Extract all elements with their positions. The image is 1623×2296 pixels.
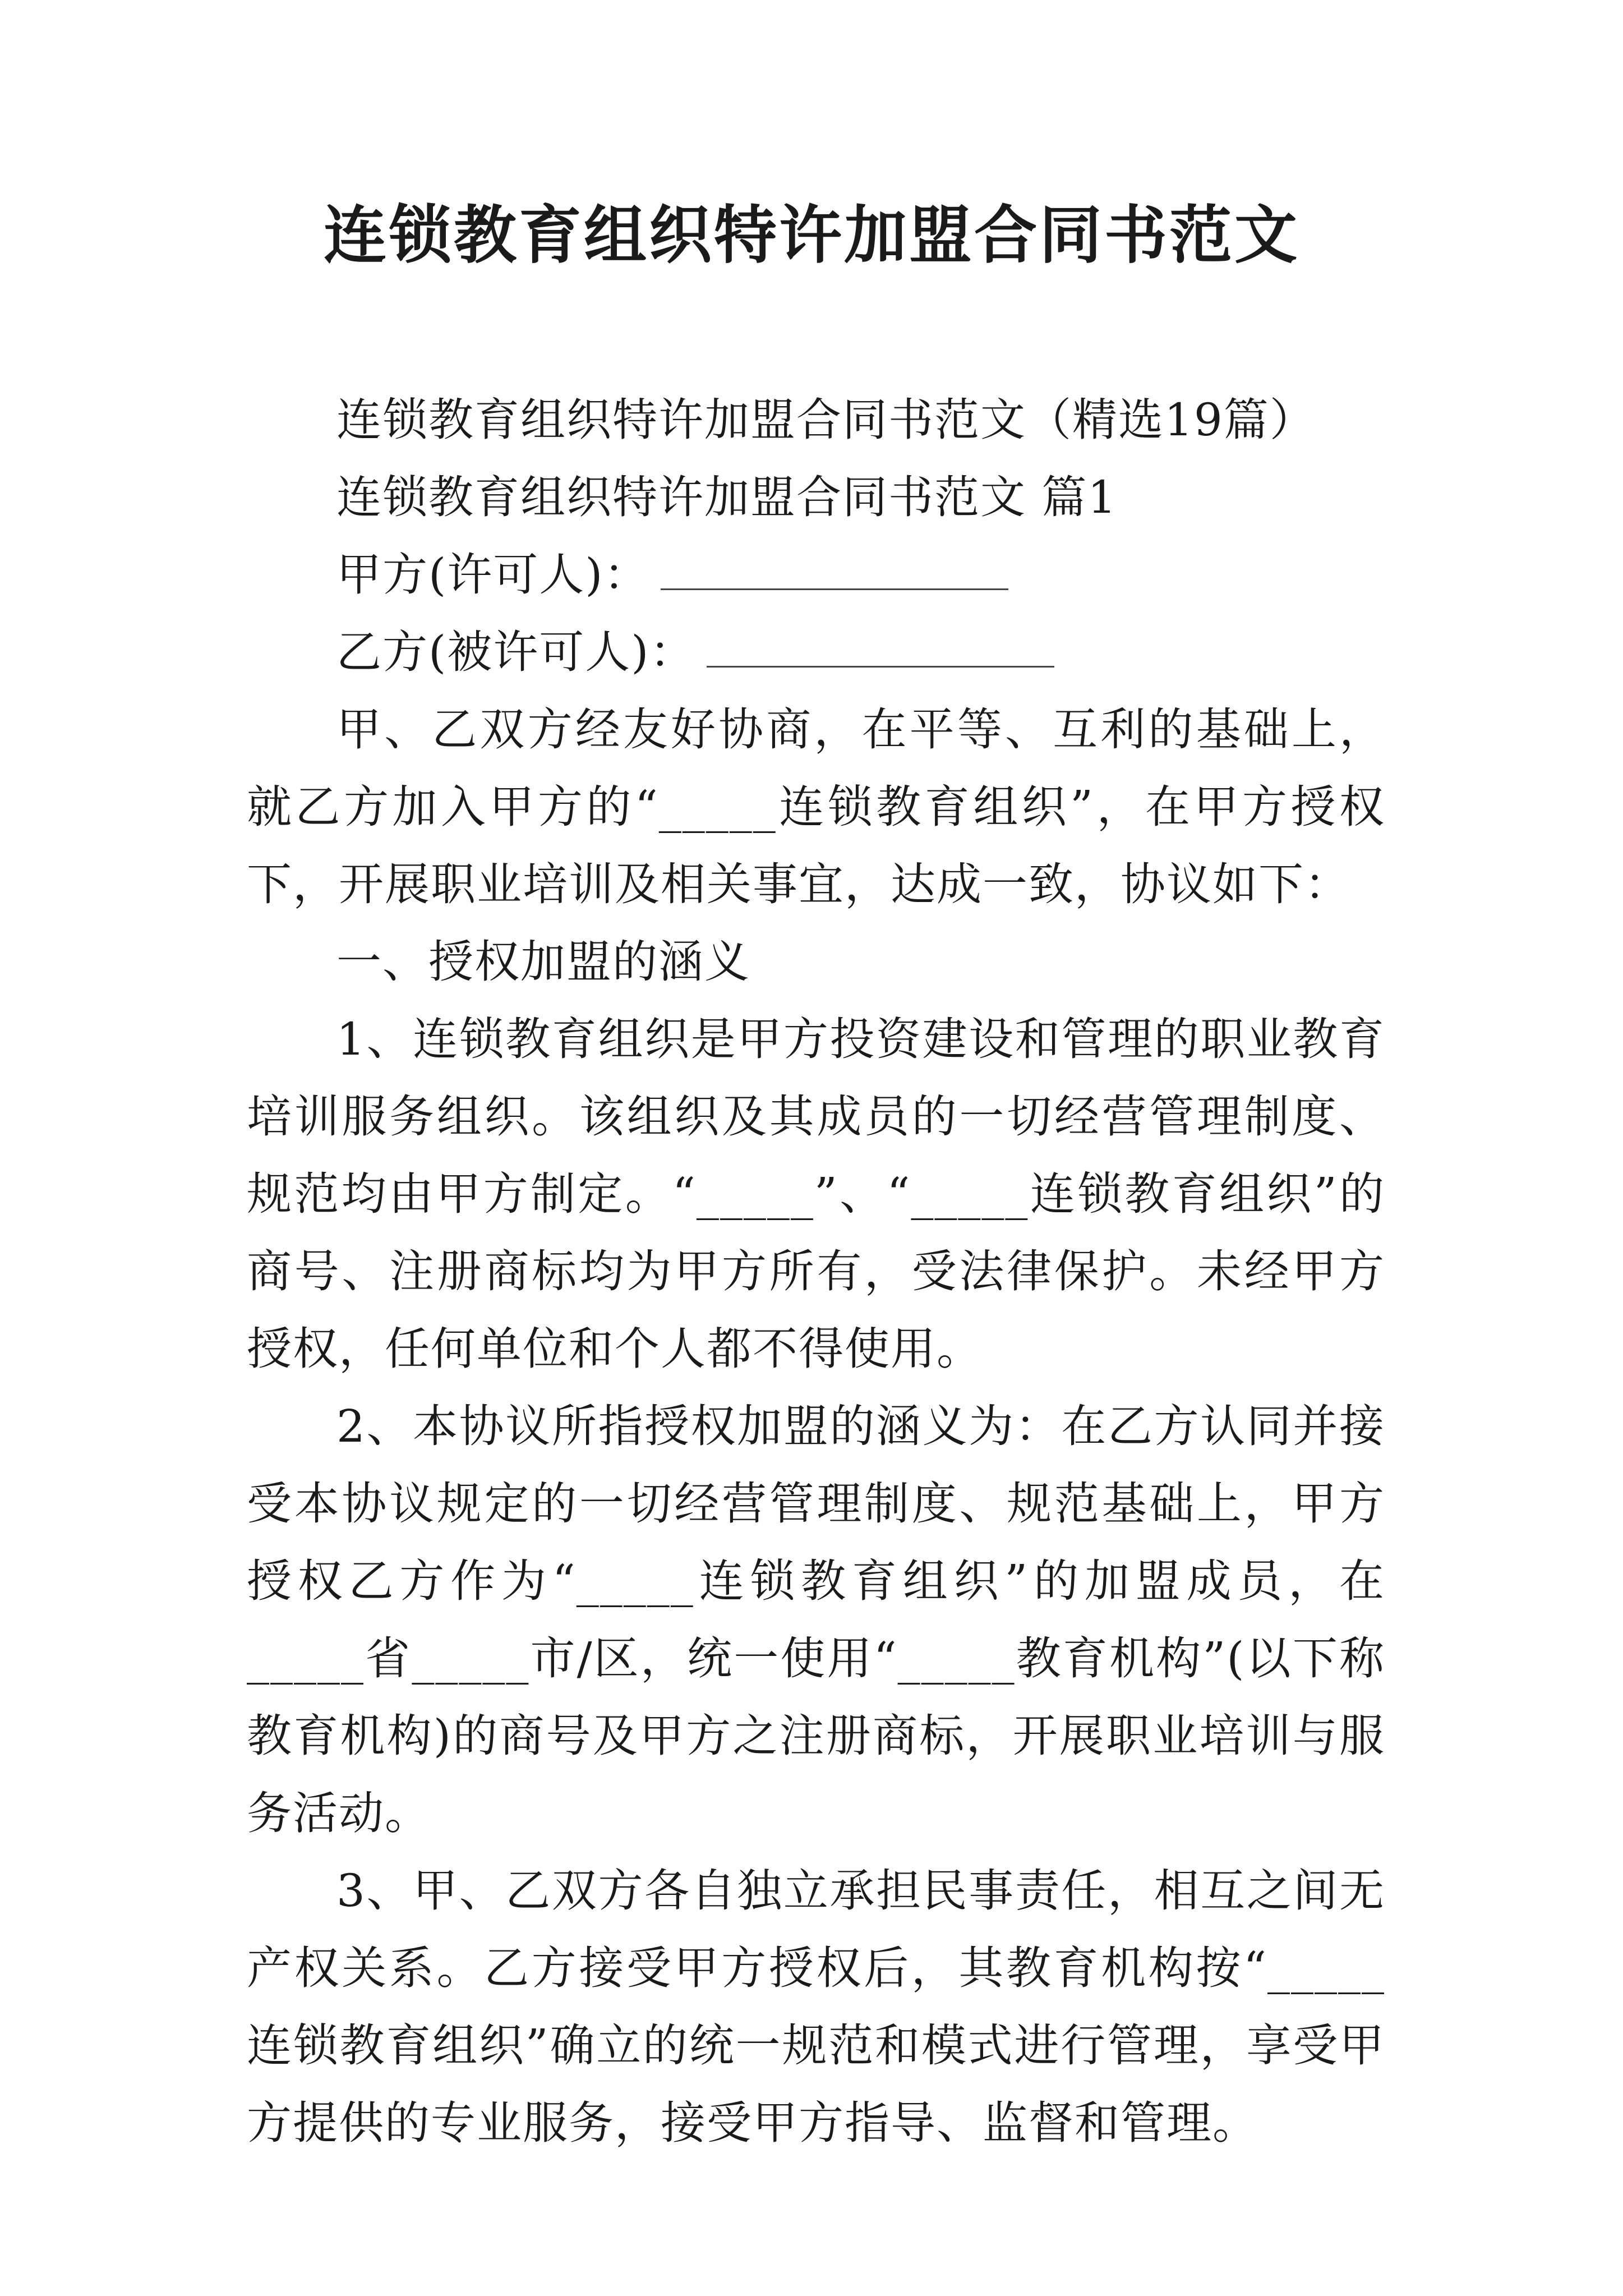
document-body <box>247 381 1385 2162</box>
section-heading: 连锁教育组织特许加盟合同书范文 篇1 <box>336 471 1118 523</box>
preamble-paragraph: 甲、乙双方经友好协商，在平等、互利的基础上，就乙方加入甲方的“_____连锁教育组织”，在甲方授权下，开展职业培训及相关事宜，达成一致，协议如下： <box>247 703 1385 910</box>
heading-authorization-meaning: 一、授权加盟的涵义 <box>336 936 750 988</box>
party-b-label: 乙方(被许可人)： <box>336 626 696 678</box>
document-title: 连锁教育组织特许加盟合同书范文 <box>324 199 1299 272</box>
clause-1-paragraph: 1、连锁教育组织是甲方投资建设和管理的职业教育培训服务组织。该组织及其成员的一切经营管理制度、规范均由甲方制定。“_____”、“_____连锁教育组织”的商号、注册商标均为甲方所有，受法律保护。未经甲方授权，任何单位和个人都不得使用。 <box>247 1013 1385 1375</box>
party-a-line <box>247 536 1385 614</box>
party-a-label: 甲方(许可人)： <box>336 549 650 601</box>
clause-2-paragraph: 2、本协议所指授权加盟的涵义为：在乙方认同并接受本协议规定的一切经营管理制度、规范基础上，甲方授权乙方作为“_____连锁教育组织”的加盟成员，在_____省_____市/区，统一使用“_____教育机构”(以下称教育机构)的商号及甲方之注册商标，开展职业培训与服务活动。 <box>247 1400 1385 1839</box>
document-subtitle: 连锁教育组织特许加盟合同书范文（精选19篇） <box>336 394 1316 446</box>
party-b-blank <box>707 627 1054 668</box>
party-b-line <box>247 614 1385 691</box>
party-a-blank <box>661 549 1008 590</box>
clause-3-paragraph: 3、甲、乙双方各自独立承担民事责任，相互之间无产权关系。乙方接受甲方授权后，其教育机构按“_____连锁教育组织”确立的统一规范和模式进行管理，享受甲方提供的专业服务，接受甲方指导、监督和管理。 <box>247 1865 1385 2149</box>
